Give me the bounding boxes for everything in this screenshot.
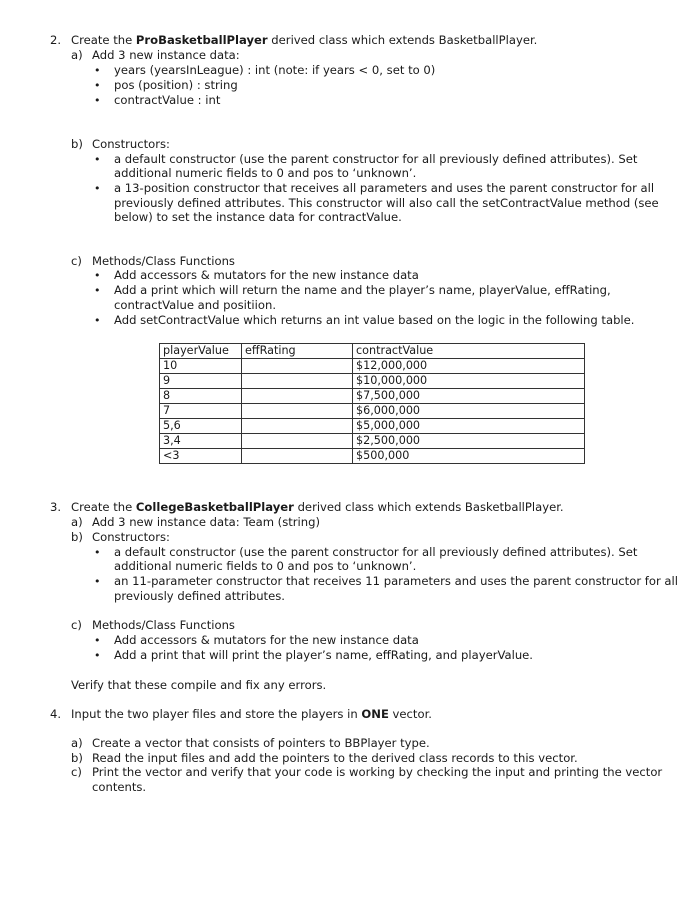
s4-c-label: c) (71, 765, 82, 779)
table-row (160, 359, 585, 374)
bullet: • (94, 284, 101, 297)
table-cell (242, 449, 353, 464)
s2-a-title: Add 3 new instance data: (92, 48, 240, 62)
s2-b-label: b) (71, 137, 83, 151)
s2-c-item-line: Add setContractValue which returns an int value based on the logic in the following table. (114, 313, 635, 327)
table-header-row (160, 344, 585, 359)
table-cell: 8 (160, 389, 242, 404)
s2-b-item-line: a default constructor (use the parent constructor for all previously defined attributes). Set (114, 152, 638, 166)
table-cell: $500,000 (353, 449, 585, 464)
s2-c-title: Methods/Class Functions (92, 254, 235, 268)
table-cell (242, 434, 353, 449)
bullet: • (94, 64, 101, 77)
s3-heading-pre: Create the (71, 500, 136, 514)
contract-value-table (159, 343, 585, 464)
s4-number: 4. (50, 707, 62, 721)
table-cell: $7,500,000 (353, 389, 585, 404)
s2-a-item: contractValue : int (114, 93, 221, 107)
bullet: • (94, 575, 101, 588)
table-cell: $2,500,000 (353, 434, 585, 449)
table-row (160, 449, 585, 464)
table-cell (242, 419, 353, 434)
table-cell (242, 404, 353, 419)
s3-b-label: b) (71, 530, 83, 544)
table-row (160, 389, 585, 404)
s2-b-item-line: below) to set the instance data for contractValue. (114, 210, 402, 224)
s2-c-label: c) (71, 254, 82, 268)
s4-bold-one: ONE (361, 707, 389, 721)
s2-b-item-line: a 13-position constructor that receives all parameters and uses the parent constructor for all (114, 181, 655, 195)
table-cell (242, 359, 353, 374)
s2-b-item-line: additional numeric fields to 0 and pos to ‘unknown’. (114, 166, 417, 180)
s3-class-name: CollegeBasketballPlayer (135, 500, 294, 514)
table-row (160, 374, 585, 389)
s2-heading-post: derived class which extends BasketballPlayer. (267, 33, 538, 47)
table-cell: $5,000,000 (353, 419, 585, 434)
s3-b-item-line: a default constructor (use the parent constructor for all previously defined attributes). Set (114, 545, 638, 559)
bullet: • (94, 634, 101, 647)
s3-b-title: Constructors: (92, 530, 170, 544)
s3-c-item-line: Add a print that will print the player’s name, effRating, and playerValue. (114, 648, 533, 662)
s4-heading-post: vector. (388, 707, 432, 721)
s4-b-label: b) (71, 751, 83, 765)
s2-c-item-line: Add accessors & mutators for the new instance data (114, 268, 419, 282)
table-cell: 7 (160, 404, 242, 419)
table-cell (242, 389, 353, 404)
s3-b-item-line: an 11-parameter constructor that receives 11 parameters and uses the parent constructor for all (114, 574, 678, 588)
s2-class-name: ProBasketballPlayer (135, 33, 268, 47)
s2-a-label: a) (71, 48, 83, 62)
table-header-cell: effRating (242, 344, 353, 359)
bullet: • (94, 269, 101, 282)
table-cell: $6,000,000 (353, 404, 585, 419)
table-row (160, 419, 585, 434)
table-cell: $12,000,000 (353, 359, 585, 374)
table-cell: <3 (160, 449, 242, 464)
s3-heading (71, 500, 564, 515)
s3-a-title: Add 3 new instance data: Team (string) (92, 515, 321, 529)
s3-number: 3. (50, 500, 62, 514)
table-header-cell: contractValue (353, 344, 585, 359)
s4-item-line: Print the vector and verify that your code is working by checking the input and printing the vector (92, 765, 663, 779)
bullet: • (94, 79, 101, 92)
s2-b-item-line: previously defined attributes. This constructor will also call the setContractValue method (see (114, 196, 659, 210)
bullet: • (94, 94, 101, 107)
s2-c-item-line: Add a print which will return the name and the player’s name, playerValue, effRating, (114, 283, 611, 297)
s4-item-line: Read the input files and add the pointers to the derived class records to this vector. (92, 751, 578, 765)
table-cell (242, 374, 353, 389)
bullet: • (94, 182, 101, 195)
bullet: • (94, 153, 101, 166)
table-cell: 10 (160, 359, 242, 374)
s3-b-item-line: additional numeric fields to 0 and pos to ‘unknown’. (114, 559, 417, 573)
s3-b-item-line: previously defined attributes. (114, 589, 285, 603)
s2-a-item: years (yearsInLeague) : int (note: if years < 0, set to 0) (114, 63, 436, 77)
s2-heading-pre: Create the (71, 33, 136, 47)
s3-heading-post: derived class which extends BasketballPlayer. (293, 500, 564, 514)
s3-c-title: Methods/Class Functions (92, 618, 235, 632)
table-cell: 9 (160, 374, 242, 389)
s4-heading (71, 707, 432, 722)
s2-b-title: Constructors: (92, 137, 170, 151)
bullet: • (94, 649, 101, 662)
table-cell: 5,6 (160, 419, 242, 434)
table-row (160, 434, 585, 449)
s3-c-item-line: Add accessors & mutators for the new instance data (114, 633, 419, 647)
table-cell: $10,000,000 (353, 374, 585, 389)
table-cell: 3,4 (160, 434, 242, 449)
bullet: • (94, 546, 101, 559)
s2-c-item-line: contractValue and positiion. (114, 298, 277, 312)
s4-a-label: a) (71, 736, 83, 750)
s4-item-line: contents. (92, 780, 147, 794)
table-row (160, 404, 585, 419)
s4-heading-pre: Input the two player files and store the players in (71, 707, 362, 721)
bullet: • (94, 314, 101, 327)
s2-heading (71, 33, 537, 48)
s3-verify-note: Verify that these compile and fix any errors. (71, 678, 327, 692)
s2-a-item: pos (position) : string (114, 78, 238, 92)
s3-c-label: c) (71, 618, 82, 632)
s4-item-line: Create a vector that consists of pointers to BBPlayer type. (92, 736, 430, 750)
s2-number: 2. (50, 33, 62, 47)
table-header-cell: playerValue (160, 344, 242, 359)
s3-a-label: a) (71, 515, 83, 529)
